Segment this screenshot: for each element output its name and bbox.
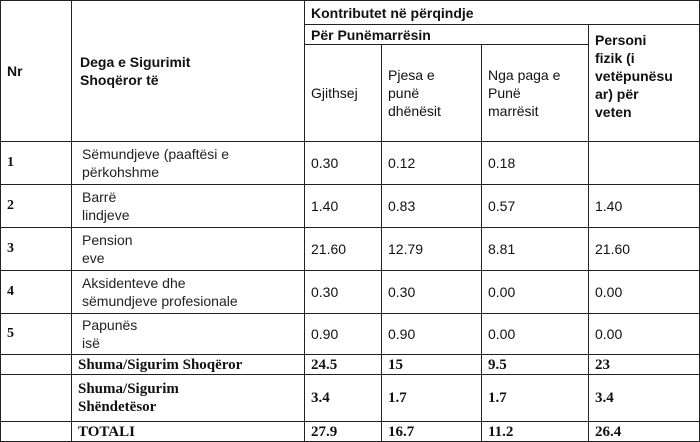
employer-value: 0.12 [382, 142, 482, 185]
grand-total-self-employed: 26.4 [589, 422, 700, 442]
health-sum-total: 3.4 [305, 375, 382, 422]
table-row [1, 271, 700, 314]
empty-cell [1, 375, 72, 422]
self-employed-value: 0.00 [589, 271, 700, 314]
grand-total-total: 27.9 [305, 422, 382, 442]
sum-employee: 9.5 [482, 355, 589, 375]
branch-name: Papunës isë [72, 314, 305, 355]
health-sum-label: Shuma/Sigurim Shëndetësor [72, 375, 305, 422]
employer-value: 0.30 [382, 271, 482, 314]
sum-total: 24.5 [305, 355, 382, 375]
sum-employer: 15 [382, 355, 482, 375]
table-row [1, 185, 700, 228]
self-employed-value: 1.40 [589, 185, 700, 228]
nr-header: Nr [1, 1, 72, 142]
social-insurance-sum-row [1, 355, 700, 375]
branch-name: Pension eve [72, 228, 305, 271]
branch-name: Barrë lindjeve [72, 185, 305, 228]
row-number: 1 [1, 142, 72, 185]
row-number: 2 [1, 185, 72, 228]
self-employed-value [589, 142, 700, 185]
health-sum-self-employed: 3.4 [589, 375, 700, 422]
employee-value: 0.00 [482, 314, 589, 355]
row-number: 4 [1, 271, 72, 314]
employer-value: 12.79 [382, 228, 482, 271]
table-row [1, 142, 700, 185]
row-number: 5 [1, 314, 72, 355]
health-sum-employer: 1.7 [382, 375, 482, 422]
row-number: 3 [1, 228, 72, 271]
grand-total-employee: 11.2 [482, 422, 589, 442]
branch-header: Dega e Sigurimit Shoqëror të [72, 1, 305, 142]
total-value: 0.30 [305, 142, 382, 185]
total-value: 0.90 [305, 314, 382, 355]
employee-value: 0.18 [482, 142, 589, 185]
grand-total-row [1, 422, 700, 442]
header-row-1 [1, 1, 700, 25]
employee-part-header: Nga paga e Punë marrësit [482, 45, 589, 142]
empty-cell [1, 422, 72, 442]
self-employed-value: 21.60 [589, 228, 700, 271]
employer-part-header: Pjesa e punë dhënësit [382, 45, 482, 142]
employee-group-header: Për Punëmarrësin [305, 25, 589, 45]
empty-cell [1, 355, 72, 375]
health-insurance-sum-row [1, 375, 700, 422]
health-sum-employee: 1.7 [482, 375, 589, 422]
self-employed-value: 0.00 [589, 314, 700, 355]
employee-value: 0.00 [482, 271, 589, 314]
branch-name: Sëmundjeve (paaftësi e përkohshme [72, 142, 305, 185]
self-employed-header: Personi fizik (i vetëpunësu ar) për veten [589, 25, 700, 142]
employer-value: 0.83 [382, 185, 482, 228]
sum-self-employed: 23 [589, 355, 700, 375]
contributions-header: Kontributet në përqindje [305, 1, 700, 25]
employer-value: 0.90 [382, 314, 482, 355]
table-row [1, 314, 700, 355]
total-header: Gjithsej [305, 45, 382, 142]
employee-value: 0.57 [482, 185, 589, 228]
employee-value: 8.81 [482, 228, 589, 271]
table-row [1, 228, 700, 271]
grand-total-label: TOTALI [72, 422, 305, 442]
grand-total-employer: 16.7 [382, 422, 482, 442]
total-value: 21.60 [305, 228, 382, 271]
branch-name: Aksidenteve dhe sëmundjeve profesionale [72, 271, 305, 314]
total-value: 1.40 [305, 185, 382, 228]
sum-label: Shuma/Sigurim Shoqëror [72, 355, 305, 375]
total-value: 0.30 [305, 271, 382, 314]
